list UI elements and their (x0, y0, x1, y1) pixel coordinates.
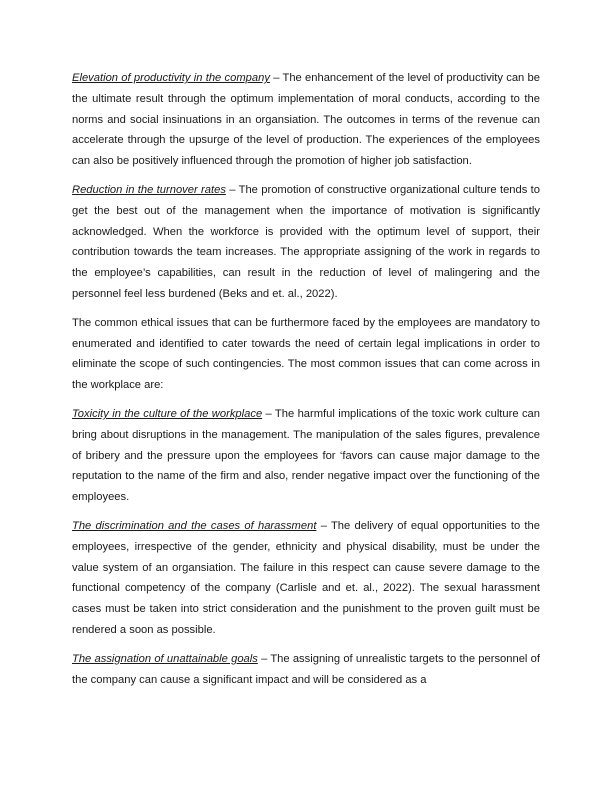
paragraph-body: – The promotion of constructive organizational culture tends to get the best out of the management when the importance of motivation is significantly acknowledged. When the workforce is provided with the optimum level of support, their contribution towards the team increases. The appropriate assigning of the work in regards to the employee’s capabilities, can result in the reduction of level of malingering and the personnel feel less burdened (Beks and et. al., 2022). (72, 183, 540, 300)
paragraph-body: The common ethical issues that can be furthermore faced by the employees are mandatory to enumerated and identified to cater towards the need of certain legal implications in order to eliminate the scope of such contingencies. The most common issues that can come across in the workplace are: (72, 316, 540, 392)
paragraph-productivity (72, 68, 540, 172)
paragraph-body: – The enhancement of the level of productivity can be the ultimate result through the optimum implementation of moral conducts, according to the norms and social insinuations in an organsiation. The outcomes in terms of the revenue can accelerate through the upsurge of the level of production. The experiences of the employees can also be positively influenced through the promotion of higher job satisfaction. (72, 72, 540, 168)
paragraph-ethical-issues (72, 313, 540, 396)
paragraph-toxicity (72, 404, 540, 508)
paragraph-turnover (72, 180, 540, 305)
paragraph-heading: Reduction in the turnover rates (72, 183, 226, 196)
paragraph-heading: The assignation of unattainable goals (72, 652, 258, 665)
paragraph-heading: Toxicity in the culture of the workplace (72, 407, 263, 420)
paragraph-discrimination (72, 516, 540, 641)
paragraph-body: – The assigning of unrealistic targets to the personnel of the company can cause a significant impact and will be considered as a (72, 652, 540, 686)
paragraph-body: – The delivery of equal opportunities to the employees, irrespective of the gender, ethnicity and physical disability, must be under the value system of an organsiation. The failure in this respect can cause severe damage to the functional competency of the company (Carlisle and et. al., 2022). The sexual harassment cases must be taken into strict consideration and the punishment to the proven guilt must be rendered a soon as possible. (72, 519, 540, 636)
paragraph-body: – The harmful implications of the toxic work culture can bring about disruptions in the management. The manipulation of the sales figures, prevalence of bribery and the pressure upon the employees for ‘favors can cause major damage to the reputation to the name of the firm and also, render negative impact over the functioning of the employees. (72, 407, 540, 504)
paragraph-heading: Elevation of productivity in the company (72, 72, 270, 84)
paragraph-unattainable-goals (72, 649, 540, 691)
document-page (72, 68, 540, 698)
paragraph-heading: The discrimination and the cases of harassment (72, 519, 317, 532)
